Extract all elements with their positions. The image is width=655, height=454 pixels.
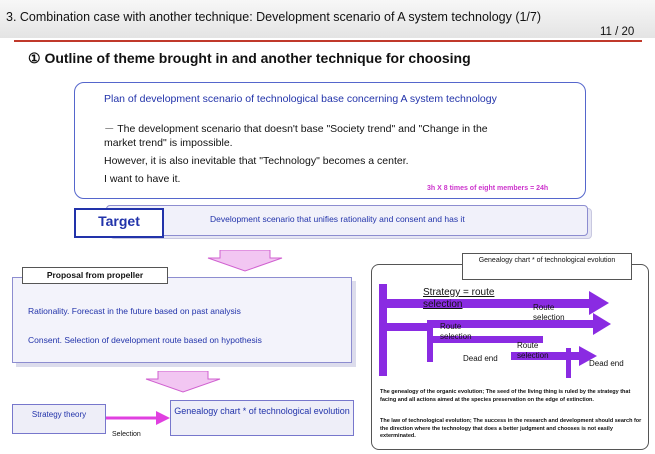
genealogy-label: Genealogy chart * of technological evolution [174,406,350,416]
middle-stem [427,320,433,362]
plan-line-3: However, it is also inevitable that "Technology" becomes a center. [104,155,409,167]
target-text: Development scenario that unifies rationality and consent and has it [210,214,465,224]
strategy-route-label: Strategy = route selection [423,287,495,310]
down-arrow-icon [200,250,290,272]
effort-note: 3h X 8 times of eight members = 24h [427,185,549,192]
top-branch-arrow [589,291,609,315]
header-divider [14,40,642,42]
plan-title: Plan of development scenario of technological base concerning A system technology [104,93,497,105]
route-selection-label: Route selection [440,322,472,341]
section-title: ① Outline of theme brought in and another technique for choosing [28,50,471,66]
organic-evolution-note: The genealogy of the organic evolution; The seed of the living thing is ruled by the strategy that facing and all actions aimed at the species preservation on the edge of extinction. [380,389,631,403]
route-selection-label: Route selection [533,303,565,322]
proposal-rationality: Rationality. Forecast in the future based on past analysis [28,306,241,316]
dead-end-label: Dead end [589,359,624,368]
middle-branch [387,323,433,331]
strategy-theory-label: Strategy theory [31,410,87,419]
proposal-label: Proposal from propeller [46,270,144,280]
dead-end-stub [566,348,571,378]
trunk-bar [379,284,387,376]
plan-line-1: － The development scenario that doesn't base "Society trend" and "Change in the [104,123,488,135]
slide-title: 3. Combination case with another technique: Development scenario of A system technology (1/7) [6,10,542,24]
selection-label: Selection [112,431,141,438]
target-label: Target [98,213,140,229]
route-branch-arrow [593,313,611,335]
dead-end-label: Dead end [463,354,498,363]
technological-evolution-note: The law of technological evolution; The success in the research and development should search for the direction where the technology that does a better judgment and chooses is not easily exterminated. [380,418,642,439]
selection-arrow-icon [106,408,172,428]
proposal-box [12,277,352,363]
page-number: 11 / 20 [600,26,635,38]
plan-line-4: I want to have it. [104,173,181,185]
chart-title: Genealogy chart * of technological evolution [478,257,616,264]
down-arrow-icon [138,371,228,393]
proposal-consent: Consent. Selection of development route based on hypothesis [28,335,262,345]
route-selection-label: Route selection [517,341,549,360]
plan-line-2: market trend" is impossible. [104,137,233,149]
